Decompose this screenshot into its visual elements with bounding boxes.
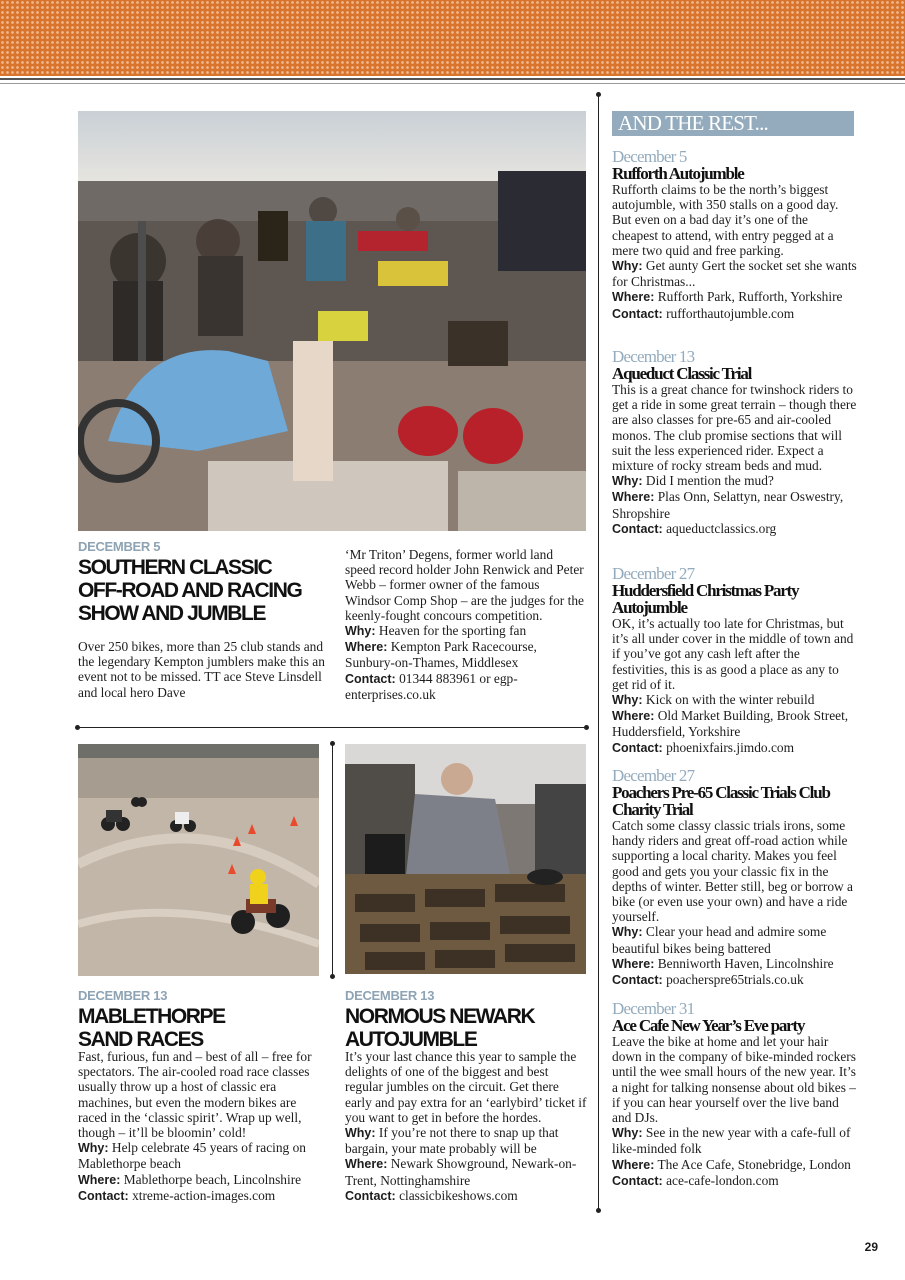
newark-why (345, 1125, 588, 1156)
southern-headline-line: OFF-ROAD AND RACING (78, 579, 302, 602)
rest-item-contact (612, 972, 857, 988)
newark-date: DECEMBER 13 (345, 988, 435, 1003)
where-text: Rufforth Park, Rufforth, Yorkshire (657, 289, 843, 305)
where-label: Where: (612, 490, 655, 505)
mablethorpe-body (78, 1049, 323, 1204)
mablethorpe-headline-line: SAND RACES (78, 1028, 203, 1051)
rest-item (612, 348, 857, 537)
why-text: Did I mention the mud? (645, 473, 774, 489)
page-number: 29 (864, 1240, 878, 1254)
rest-item-title: Poachers Pre-65 Classic Trials Club Charity Trial (612, 783, 830, 819)
newark-body (345, 1049, 588, 1204)
contact-text: aqueductclassics.org (666, 520, 777, 536)
southern-where (345, 639, 585, 670)
mablethorpe-headline (78, 1005, 328, 1051)
rest-item-where (612, 1157, 857, 1173)
sand-races-photo (78, 744, 319, 976)
why-label: Why: (612, 259, 643, 274)
where-text: Plas Onn, Selattyn, near Oswestry, Shropshire (612, 489, 844, 521)
why-label: Why: (612, 474, 643, 489)
rest-item-body: Leave the bike at home and let your hair down in the company of bike-minded rockers until the wee small hours of the new year. It’s a night for talking nonsense about old bikes – if you can hear yourself over the live band and DJs. (612, 1034, 856, 1126)
where-text: Kempton Park Racecourse, Sunbury-on-Thames, Middlesex (345, 639, 537, 671)
why-label: Why: (345, 624, 376, 639)
southern-contact (345, 671, 585, 702)
mablethorpe-contact (78, 1188, 323, 1204)
where-text: Old Market Building, Brook Street, Huddersfield, Yorkshire (612, 708, 849, 740)
contact-label: Contact: (612, 521, 663, 536)
contact-label: Contact: (345, 1188, 396, 1203)
southern-headline (78, 556, 328, 625)
where-text: Mablethorpe beach, Lincolnshire (123, 1171, 302, 1187)
rest-item-body: OK, it’s actually too late for Christmas, but it’s all under cover in the middle of town and if you’ve got any cash left after the festivities, this is as good a place as any to get rid of it. (612, 616, 854, 692)
why-text: If you’re not there to snap up that bargain, your mate probably will be (345, 1125, 559, 1157)
southern-continued: ‘Mr Triton’ Degens, former world land speed record holder John Renwick and Peter Webb – former owner of the famous Windsor Comp Shop – are the judges for the keenly-fought concours competition. (345, 547, 584, 623)
rest-item-body: This is a great chance for twinshock riders to get a ride in some great terrain – though there are also classes for pre-65 and air-cooled monos. The club promise sections that will suit the less experienced rider. Expect a mixture of rocky stream beds and mud. (612, 382, 857, 474)
rest-item-contact (612, 740, 857, 756)
header-rule-thin (0, 83, 905, 84)
where-text: Benniworth Haven, Lincolnshire (657, 955, 834, 971)
newark-contact (345, 1188, 588, 1204)
rest-item-contact (612, 1173, 857, 1189)
mablethorpe-intro: Fast, furious, fun and – best of all – free for spectators. The air-cooled road race classes usually throw up a host of classic era machines, but even the modern bikes are raced in the ‘classic spirit’. Wrap up well, though – it’ll be bloomin’ cold! (78, 1049, 312, 1141)
where-text: Newark Showground, Newark-on-Trent, Nottinghamshire (345, 1156, 577, 1188)
where-label: Where: (345, 640, 388, 655)
mablethorpe-where (78, 1172, 323, 1188)
why-label: Why: (612, 1126, 643, 1141)
rest-item-date: December 31 (612, 999, 695, 1018)
rest-item-why (612, 1125, 857, 1156)
rest-item-title: Aqueduct Classic Trial (612, 364, 752, 383)
why-text: Kick on with the winter rebuild (645, 692, 815, 708)
rest-item-why (612, 692, 857, 708)
contact-text: 01344 883961 or egp-enterprises.co.uk (345, 670, 518, 702)
southern-headline-line: SOUTHERN CLASSIC (78, 556, 272, 579)
rest-item (612, 148, 857, 322)
mablethorpe-why (78, 1140, 323, 1171)
newark-headline-line: AUTOJUMBLE (345, 1028, 477, 1051)
why-label: Why: (612, 925, 643, 940)
where-label: Where: (612, 290, 655, 305)
contact-label: Contact: (78, 1188, 129, 1203)
why-text: See in the new year with a cafe-full of like-minded folk (612, 1125, 851, 1157)
rest-item-date: December 27 (612, 564, 695, 583)
why-label: Why: (612, 693, 643, 708)
contact-label: Contact: (345, 671, 396, 686)
rest-item-why (612, 924, 857, 955)
southern-intro: Over 250 bikes, more than 25 club stands and the legendary Kempton jumblers make this an event not to be missed. TT ace Steve Linsdell and local hero Dave (78, 639, 325, 700)
header-dotted-band (0, 0, 905, 76)
rest-item-date: December 5 (612, 147, 687, 166)
rest-item-title: Ace Cafe New Year’s Eve party (612, 1016, 805, 1035)
why-text: Help celebrate 45 years of racing on Mablethorpe beach (78, 1140, 306, 1172)
rest-item-date: December 27 (612, 766, 695, 785)
why-text: Heaven for the sporting fan (378, 623, 527, 639)
newark-jumble-photo (345, 744, 586, 974)
and-the-rest-header: AND THE REST... (612, 111, 854, 136)
contact-label: Contact: (612, 1173, 663, 1188)
rest-item-where (612, 289, 857, 305)
rest-item-where (612, 708, 857, 739)
southern-date: DECEMBER 5 (78, 539, 161, 554)
header-rule (0, 78, 905, 80)
rest-item-title: Huddersfield Christmas Party Autojumble (612, 581, 799, 617)
southern-body-col2 (345, 547, 585, 702)
contact-label: Contact: (612, 973, 663, 988)
why-text: Get aunty Gert the socket set she wants for Christmas... (612, 258, 857, 290)
rest-item (612, 565, 857, 756)
newark-headline-line: NORMOUS NEWARK (345, 1005, 535, 1028)
rest-item-date: December 13 (612, 347, 695, 366)
contact-text: ace-cafe-london.com (666, 1172, 779, 1188)
where-label: Where: (78, 1172, 121, 1187)
mablethorpe-date: DECEMBER 13 (78, 988, 168, 1003)
southern-headline-line: SHOW AND JUMBLE (78, 602, 266, 625)
mablethorpe-headline-line: MABLETHORPE (78, 1005, 225, 1028)
section-divider (78, 727, 586, 728)
rest-item-body: Catch some classy classic trials irons, some handy riders and great off-road action while supporting a local charity. Makes you feel good and gets you your classic fix in the depths of winter. Better still, beg or borrow a bike (or even use your own) and have a ride yourself. (612, 818, 853, 925)
jumble-photo (78, 111, 586, 531)
why-label: Why: (78, 1141, 109, 1156)
where-label: Where: (612, 956, 655, 971)
rest-item-contact (612, 306, 857, 322)
newark-intro: It’s your last chance this year to sample the delights of one of the biggest and best regular jumbles on the circuit. Get there early and pay extra for an ‘earlybird’ ticket if you want to get in before the hordes. (345, 1049, 587, 1125)
column-divider-middle (332, 744, 333, 976)
rest-item-where (612, 489, 857, 520)
rest-item-why (612, 258, 857, 289)
contact-text: phoenixfairs.jimdo.com (666, 739, 794, 755)
why-text: Clear your head and admire some beautiful bikes being battered (612, 924, 827, 956)
newark-where (345, 1156, 588, 1187)
rest-item-title: Rufforth Autojumble (612, 164, 744, 183)
contact-text: classicbikeshows.com (399, 1187, 518, 1203)
contact-text: xtreme-action-images.com (132, 1187, 276, 1203)
column-divider-right (598, 95, 599, 1210)
contact-label: Contact: (612, 740, 663, 755)
where-label: Where: (345, 1157, 388, 1172)
contact-label: Contact: (612, 306, 663, 321)
where-text: The Ace Cafe, Stonebridge, London (657, 1156, 851, 1172)
rest-item-body: Rufforth claims to be the north’s biggest autojumble, with 350 stalls on a good day. But even on a bad day it’s one of the cheapest to attend, with entry pegged at a mere two quid and free parking. (612, 182, 839, 258)
why-label: Why: (345, 1126, 376, 1141)
southern-why (345, 623, 585, 639)
rest-item-contact (612, 521, 857, 537)
southern-body-col1 (78, 639, 326, 700)
contact-text: rufforthautojumble.com (666, 305, 795, 321)
rest-item (612, 1000, 857, 1189)
where-label: Where: (612, 709, 655, 724)
rest-item (612, 767, 857, 988)
newark-headline (345, 1005, 590, 1051)
rest-item-where (612, 956, 857, 972)
contact-text: poacherspre65trials.co.uk (666, 972, 804, 988)
rest-item-why (612, 473, 857, 489)
where-label: Where: (612, 1157, 655, 1172)
